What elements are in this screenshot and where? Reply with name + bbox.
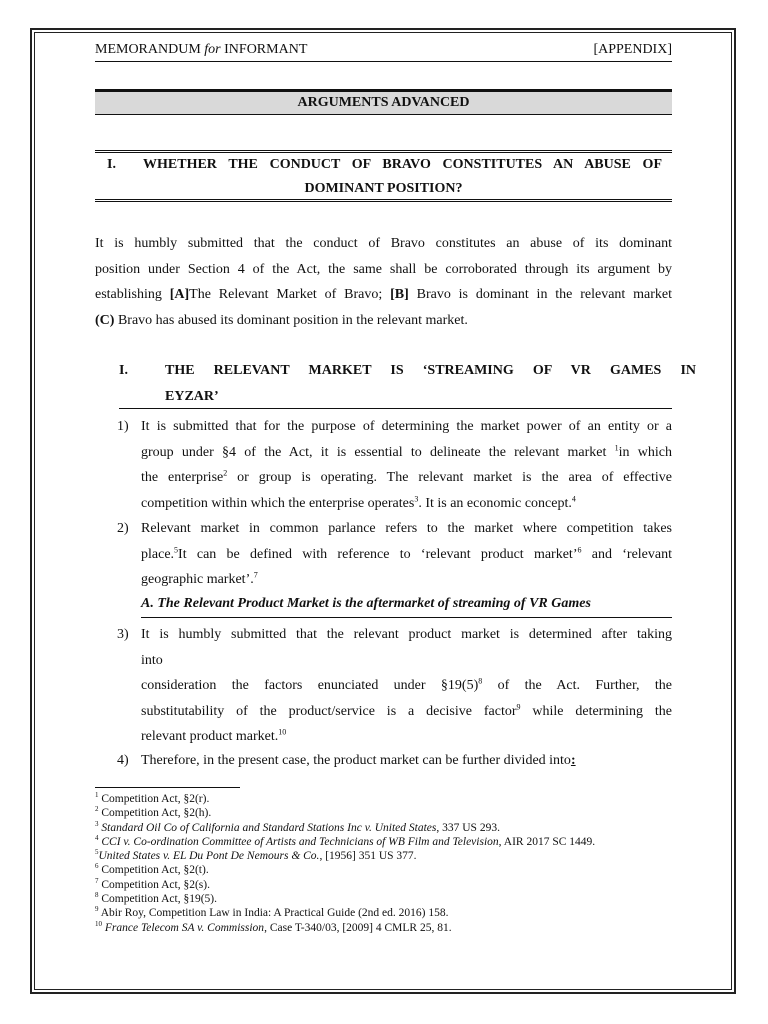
issue-line-1: WHETHER THE CONDUCT OF BRAVO CONSTITUTES AN ABUSE OF [143,157,662,172]
item-line: consideration the factors enunciated under $\S 19(5)^8$ of the Act. Further, the [141,676,673,693]
footnotes [95,792,672,935]
footnote-ref[interactable]: 4 [571,493,576,503]
footnote: $^4$ CCI v. Co-ordination Committee of Artists and Technicians of WB Film and Television, AIR 2017 SC 1449. [95,834,596,848]
running-header [95,42,672,62]
header-left: MEMORANDUM for INFORMANT [95,42,308,57]
footnote-ref[interactable]: 3 [414,493,419,503]
subheading-line-2: EYZAR’ [165,389,219,404]
issue-line-2: DOMINANT POSITION? [304,181,463,196]
footnote-ref[interactable]: 8 [478,676,483,686]
header-right: [APPENDIX] [593,42,672,57]
item-number: 1) [117,419,129,434]
subheading-rule [119,408,672,409]
intro-line: position under Section 4 of the Act, the same shall be corroborated through its argument by [95,261,672,277]
intro-paragraph [95,231,672,333]
footnote-ref[interactable]: 1 [614,442,619,452]
footnote: $^1$ Competition Act, §2(r). [95,791,210,805]
issue-heading [95,150,672,202]
item-line: substitutability of the product/service is a decisive factor$^9$ while determining the [141,701,672,719]
section-title: ARGUMENTS ADVANCED [95,89,672,115]
footnote: $^8$ Competition Act, §19(5). [95,891,218,906]
item-line: It is submitted that for the purpose of determining the market power of an entity or a [141,419,672,434]
item-line: place.$^5$It can be defined with reference to ‘relevant product market’$^6$ and ‘relevant [141,544,672,562]
item-number: 3) [117,627,129,642]
footnote-ref[interactable]: 10 [278,727,287,737]
item-line: group under §4 of the Act, it is essential to delineate the relevant market $^1$in which [141,442,673,460]
footnote-ref[interactable]: 7 [253,570,258,580]
item-line: Relevant market in common parlance refers to the market where competition takes [141,521,672,536]
item-line: competition within which the enterprise operates$^3$. It is an economic concept.$^4$ [141,493,576,511]
footnote-ref[interactable]: 5 [174,544,179,554]
header-rule [95,61,672,62]
footnote: $^5$United States v. EL Du Pont De Nemours & Co., [1956] 351 US 377. [95,848,417,863]
subheading-line-1: THE RELEVANT MARKET IS ‘STREAMING OF VR GAMES IN [165,363,696,378]
issue-number: I. [107,157,116,172]
item-line: It is humbly submitted that the relevant product market is determined after taking [141,627,672,642]
footnote: $^{10}$ France Telecom SA v. Commission, Case T-340/03, [2009] 4 CMLR 25, 81. [95,919,452,934]
item-number: 2) [117,521,129,536]
intro-line: It is humbly submitted that the conduct of Bravo constitutes an abuse of its dominant [95,236,672,251]
item-line: relevant product market.$^{10}$ [141,727,287,744]
subheading-product-market: A. The Relevant Product Market is the aftermarket of streaming of VR Games [141,596,591,611]
item-number: 4) [117,753,129,768]
intro-line: establishing [A]The Relevant Market of Bravo; [B] Bravo is dominant in the relevant market [95,287,673,302]
intro-line: (C) Bravo has abused its dominant position in the relevant market. [95,312,468,328]
footnote-ref[interactable]: 6 [577,544,582,554]
subheading-a-rule [141,617,672,618]
footnote-ref[interactable]: 9 [516,701,521,711]
item-line: the enterprise$^2$ or group is operating. The relevant market is the area of effective [141,468,673,485]
footnote: $^9$ Abir Roy, Competition Law in India: A Practical Guide (2nd ed. 2016) 158. [95,905,449,920]
item-line: geographic market’.$^7$ [141,570,258,587]
footnote-separator [95,787,240,788]
item-line: Therefore, in the present case, the product market can be further divided into: [141,753,576,768]
subheading-number: I. [119,363,128,378]
footnote: $^7$ Competition Act, §2(s). [95,876,210,891]
footnote: $^6$ Competition Act, §2(t). [95,862,209,877]
footnote: $^2$ Competition Act, §2(h). [95,805,212,820]
item-line: into [141,652,163,668]
footnote-ref[interactable]: 2 [223,468,228,478]
footnote: $^3$ Standard Oil Co of California and Standard Stations Inc v. United States, 337 US 293. [95,819,500,834]
